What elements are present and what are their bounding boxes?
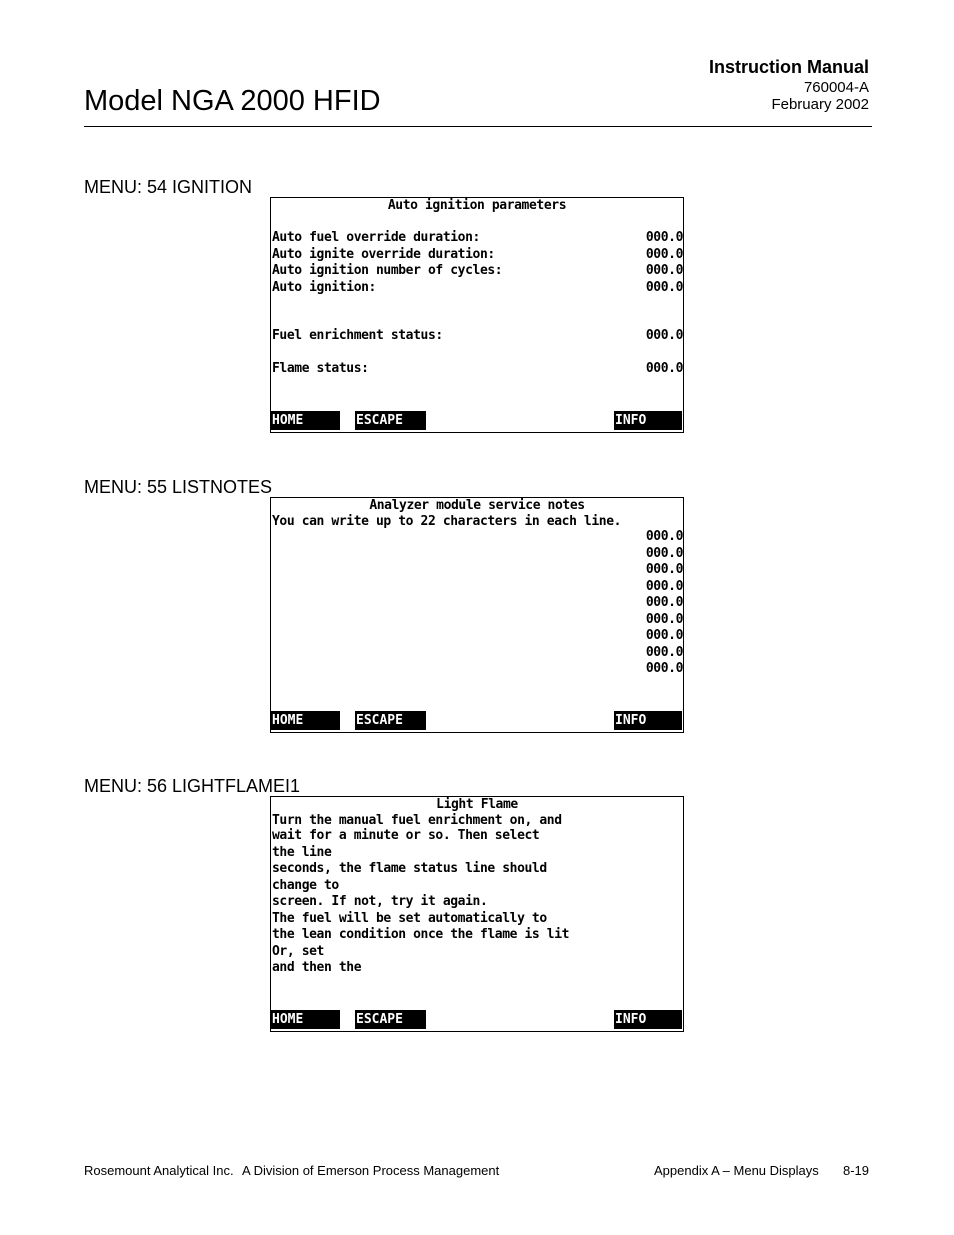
- instruction-line: The fuel will be set automatically to: [272, 911, 547, 926]
- instruction-line: change to: [272, 878, 339, 893]
- instruction-line: Or, set: [272, 944, 324, 959]
- param-label-fuel-override: Auto fuel override duration:: [272, 230, 480, 245]
- instruction-line: and then the: [272, 960, 362, 975]
- note-line-value[interactable]: 000.0: [645, 562, 683, 577]
- menu-54-label: MENU: 54 IGNITION: [84, 177, 253, 197]
- note-line-value[interactable]: 000.0: [645, 595, 683, 610]
- instruction-line: wait for a minute or so. Then select: [272, 828, 540, 843]
- instruction-line: Turn the manual fuel enrichment on, and: [272, 813, 562, 828]
- menu-56-label: MENU: 56 LIGHTFLAMEI1: [84, 776, 301, 796]
- home-softkey[interactable]: HOME: [271, 1010, 340, 1029]
- note-line-value[interactable]: 000.0: [645, 546, 683, 561]
- param-value-fuel-enrichment: 000.0: [645, 328, 683, 343]
- instruction-line: seconds, the flame status line should: [272, 861, 547, 876]
- footer-section: Appendix A – Menu Displays: [654, 1163, 819, 1178]
- note-line-value[interactable]: 000.0: [645, 579, 683, 594]
- document-number: 760004-A: [803, 79, 869, 96]
- param-value-fuel-override[interactable]: 000.0: [645, 230, 683, 245]
- menu-55-label: MENU: 55 LISTNOTES: [84, 477, 273, 497]
- param-label-fuel-enrichment: Fuel enrichment status:: [272, 328, 443, 343]
- param-value-flame-status: 000.0: [645, 361, 683, 376]
- note-line-value[interactable]: 000.0: [645, 612, 683, 627]
- note-line-value[interactable]: 000.0: [645, 529, 683, 544]
- escape-softkey[interactable]: ESCAPE: [355, 411, 426, 430]
- manual-label: Instruction Manual: [708, 57, 869, 77]
- param-label-flame-status: Flame status:: [272, 361, 369, 376]
- escape-softkey[interactable]: ESCAPE: [355, 1010, 426, 1029]
- home-softkey[interactable]: HOME: [271, 711, 340, 730]
- home-softkey[interactable]: HOME: [271, 411, 340, 430]
- footer-page-number: 8-19: [842, 1163, 869, 1178]
- note-line-value[interactable]: 000.0: [645, 661, 683, 676]
- param-label-ignition-cycles: Auto ignition number of cycles:: [272, 263, 503, 278]
- footer-company: Rosemount Analytical Inc.: [84, 1163, 234, 1178]
- menu-55-screen: [270, 497, 684, 733]
- instruction-line: screen. If not, try it again.: [272, 894, 488, 909]
- document-title: Model NGA 2000 HFID: [84, 85, 381, 117]
- info-softkey[interactable]: INFO: [614, 1010, 682, 1029]
- param-label-ignite-override: Auto ignite override duration:: [272, 247, 495, 262]
- header-divider: [84, 126, 872, 127]
- note-line-value[interactable]: 000.0: [645, 645, 683, 660]
- footer-division: A Division of Emerson Process Management: [242, 1163, 500, 1178]
- info-softkey[interactable]: INFO: [614, 411, 682, 430]
- info-softkey[interactable]: INFO: [614, 711, 682, 730]
- screen-instruction: You can write up to 22 characters in each line.: [272, 514, 622, 529]
- menu-56-screen: [270, 796, 684, 1032]
- escape-softkey[interactable]: ESCAPE: [355, 711, 426, 730]
- note-line-value[interactable]: 000.0: [645, 628, 683, 643]
- screen-title: Light Flame: [436, 797, 518, 812]
- param-value-auto-ignition[interactable]: 000.0: [645, 280, 683, 295]
- screen-title: Analyzer module service notes: [369, 498, 585, 513]
- param-value-ignition-cycles[interactable]: 000.0: [645, 263, 683, 278]
- instruction-line: the line: [272, 845, 332, 860]
- menu-54-screen: [270, 197, 684, 433]
- param-value-ignite-override[interactable]: 000.0: [645, 247, 683, 262]
- screen-title: Auto ignition parameters: [387, 198, 567, 213]
- instruction-line: the lean condition once the flame is lit: [272, 927, 570, 942]
- param-label-auto-ignition: Auto ignition:: [272, 280, 376, 295]
- document-date: February 2002: [771, 96, 869, 113]
